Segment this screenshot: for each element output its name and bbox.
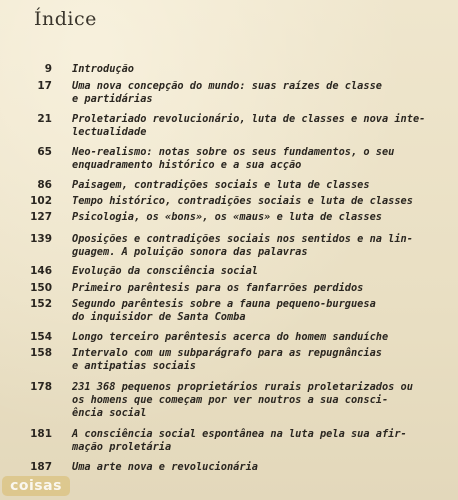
toc-page-number: 65 (37, 146, 52, 158)
toc-entry (0, 461, 458, 474)
toc-entry-title-line: e antipatias sociais (72, 360, 196, 372)
toc-entry (0, 233, 458, 259)
toc-entry-title-line: os homens que começam por ver noutros a sua consci- (72, 394, 389, 406)
toc-entry (0, 428, 458, 454)
toc-page-number: 181 (30, 428, 52, 440)
toc-entry-title-line: Tempo histórico, contradições sociais e luta de classes (72, 195, 413, 207)
toc-entry-title-line: A consciência social espontânea na luta pela sua afir- (72, 428, 407, 440)
toc-entry-title-line: Uma arte nova e revolucionária (72, 461, 258, 473)
toc-entry-title (72, 195, 436, 208)
toc-entry-title-line: Paisagem, contradições sociais e luta de classes (72, 179, 370, 191)
toc-page-number: 139 (30, 233, 52, 245)
toc-page-number: 21 (37, 113, 52, 125)
toc-entry-title (72, 233, 436, 259)
toc-entry-title-line: ência social (72, 407, 147, 419)
toc-page-number: 158 (30, 347, 52, 359)
toc-entry-title-line: Uma nova concepção do mundo: suas raízes de classe (72, 80, 382, 92)
toc-entry-title-line: Neo-realismo: notas sobre os seus fundamentos, o seu (72, 146, 395, 158)
toc-entry (0, 179, 458, 192)
toc-entry-title-line: Proletariado revolucionário, luta de classes e nova inte- (72, 113, 426, 125)
toc-entry-title (72, 331, 436, 344)
page-heading: Índice (34, 8, 97, 30)
toc-entry-title-line: mação proletária (72, 441, 172, 453)
toc-entry-title-line: Oposições e contradições sociais nos sentidos e na lin- (72, 233, 413, 245)
toc-entry-title (72, 179, 436, 192)
toc-entry-title (72, 298, 436, 324)
toc-page-number: 178 (30, 381, 52, 393)
toc-entry-title (72, 347, 436, 373)
toc-entry-title (72, 211, 436, 224)
toc-entry-title-line: do inquisidor de Santa Comba (72, 311, 246, 323)
toc-entry-title (72, 265, 436, 278)
toc-entry (0, 113, 458, 139)
toc-entry (0, 282, 458, 295)
toc-entry-title-line: Evolução da consciência social (72, 265, 258, 277)
toc-entry-title-line: guagem. A poluição sonora das palavras (72, 246, 308, 258)
toc-entry-title-line: Longo terceiro parêntesis acerca do homem sanduíche (72, 331, 389, 343)
toc-entry-title-line: Primeiro parêntesis para os fanfarrões perdidos (72, 282, 364, 294)
toc-page-number: 146 (30, 265, 52, 277)
toc-entry-title-line: 231 368 pequenos proprietários rurais proletarizados ou (72, 381, 413, 393)
toc-entry-title-line: lectualidade (72, 126, 147, 138)
toc-entry (0, 265, 458, 278)
toc-entry (0, 381, 458, 420)
toc-entry-title-line: Intervalo com um subparágrafo para as repugnâncias (72, 347, 382, 359)
toc-page-number: 154 (30, 331, 52, 343)
toc-entry (0, 63, 458, 76)
toc-page-number: 102 (30, 195, 52, 207)
toc-entry-title-line: Psicologia, os «bons», os «maus» e luta de classes (72, 211, 382, 223)
toc-entry-title (72, 461, 436, 474)
toc-entry-title (72, 63, 436, 76)
toc-entry (0, 298, 458, 324)
toc-entry-title (72, 146, 436, 172)
toc-entry (0, 211, 458, 224)
toc-entry (0, 146, 458, 172)
toc-page-number: 127 (30, 211, 52, 223)
toc-entry-title-line: e partidárias (72, 93, 153, 105)
toc-entry (0, 331, 458, 344)
toc-entry-title (72, 113, 436, 139)
toc-page-number: 152 (30, 298, 52, 310)
toc-page-number: 9 (44, 63, 52, 75)
toc-entry-title-line: Segundo parêntesis sobre a fauna pequeno-burguesa (72, 298, 376, 310)
toc-entry-title (72, 80, 436, 106)
toc-entry-title (72, 381, 436, 420)
toc-entry-title-line: enquadramento histórico e a sua acção (72, 159, 302, 171)
toc-entry-title-line: Introdução (72, 63, 134, 75)
toc-entry-title (72, 282, 436, 295)
toc-entry (0, 347, 458, 373)
toc-page-number: 86 (37, 179, 52, 191)
toc-page-number: 187 (30, 461, 52, 473)
toc-page-number: 150 (30, 282, 52, 294)
toc-entry (0, 195, 458, 208)
toc-entry-title (72, 428, 436, 454)
toc-entry (0, 80, 458, 106)
toc-page-number: 17 (37, 80, 52, 92)
site-watermark: coisas (2, 476, 70, 496)
